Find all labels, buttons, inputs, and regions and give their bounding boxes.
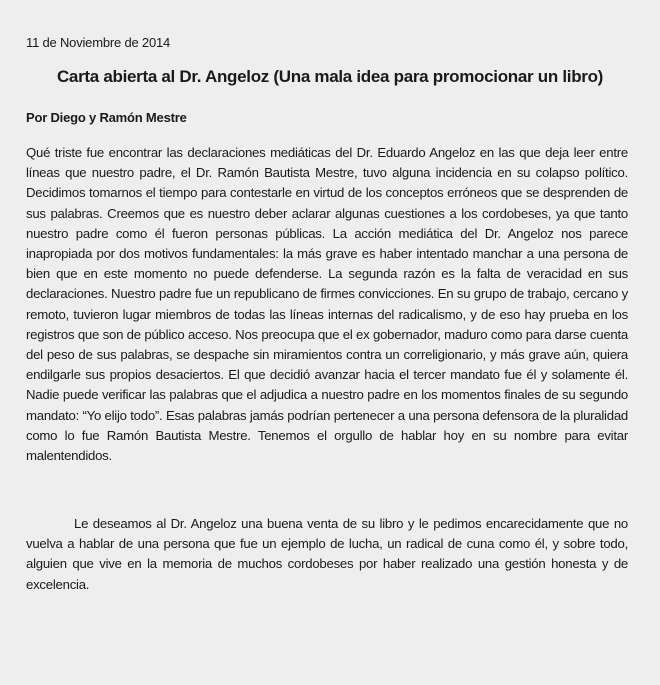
body-paragraph-2: Le deseamos al Dr. Angeloz una buena venta de su libro y le pedimos encarecidamente que no vuelva a hablar de una persona que fue un ejemplo de lucha, un radical de cuna como él, y sobre todo, alguien que vive en la memoria de muchos cordobeses por haber realizado una gestión honesta y de excelencia. [26, 516, 628, 592]
letter-byline: Por Diego y Ramón Mestre [26, 110, 187, 125]
letter-title: Carta abierta al Dr. Angeloz (Una mala idea para promocionar un libro) [56, 67, 604, 86]
body-paragraph-1: Qué triste fue encontrar las declaraciones mediáticas del Dr. Eduardo Angeloz en las que deja leer entre líneas que nuestro padre, el Dr. Ramón Bautista Mestre, tuvo alguna incidencia en su colapso político. Decidimos tomarnos el tiempo para contestarle en virtud de los conceptos erróneos que se desprenden de sus palabras. Creemos que es nuestro deber aclarar algunas cuestiones a los cordobeses, ya que tanto nuestro padre como él fueron personas públicas. La acción mediática del Dr. Angeloz nos parece inapropiada por dos motivos fundamentales: la más grave es haber intentado manchar a una persona de bien que en este momento no puede defenderse. La segunda razón es la falta de veracidad en sus declaraciones. Nuestro padre fue un republicano de firmes convicciones. En su grupo de trabajo, cercano y remoto, tuvieron lugar miembros de todas las líneas internas del radicalismo, y de eso hay prueba en los registros que son de público acceso. Nos preocupa que el ex gobernador, maduro como para darse cuenta del peso de sus palabras, se despache sin miramientos contra un correligionario, y más grave aún, quiera endilgarle sus propios desaciertos. El que decidió avanzar hacia el tercer mandato fue él y solamente él. Nadie puede verificar las palabras que el adjudica a nuestro padre en los momentos finales de su segundo mandato: “Yo elijo todo”. Esas palabras jamás podrían pertenecer a una persona defensora de la pluralidad como lo fue Ramón Bautista Mestre. Tenemos el orgullo de hablar hoy en su nombre para evitar malentendidos. [26, 145, 628, 464]
letter-date: 11 de Noviembre de 2014 [26, 35, 171, 50]
